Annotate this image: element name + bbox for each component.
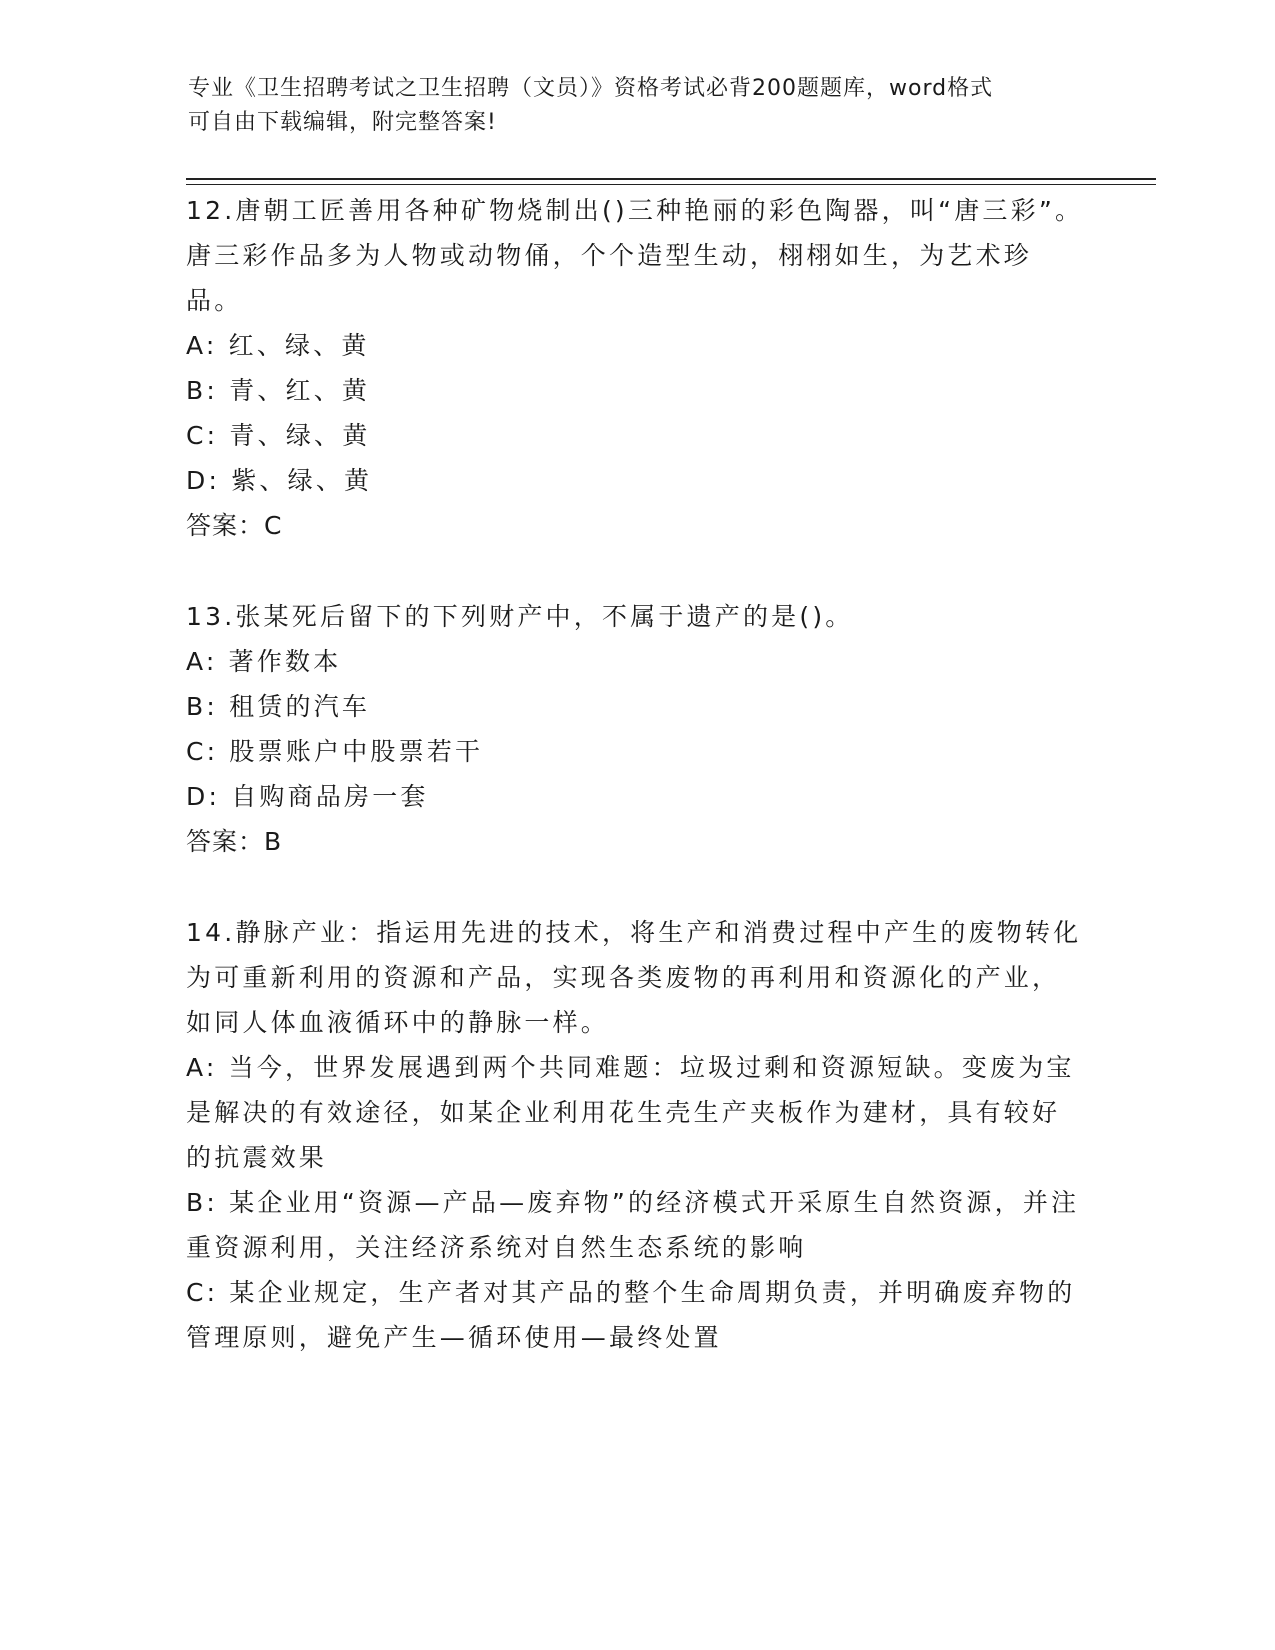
question-gap <box>186 548 1086 594</box>
header-rule-thick <box>186 178 1156 180</box>
question-12 <box>186 188 1086 548</box>
option-a: A: 当今，世界发展遇到两个共同难题：垃圾过剩和资源短缺。变废为宝是解决的有效途径，如某企业利用花生壳生产夹板作为建材，具有较好的抗震效果 <box>186 1053 1075 1172</box>
option-a: A: 红、绿、黄 <box>186 331 370 360</box>
option-c: C: 青、绿、黄 <box>186 421 371 450</box>
question-stem: 13.张某死后留下的下列财产中，不属于遗产的是()。 <box>186 602 854 631</box>
page-header <box>188 72 1068 140</box>
option-c: C: 某企业规定，生产者对其产品的整个生命周期负责，并明确废弃物的管理原则，避免产生—循环使用—最终处置 <box>186 1278 1076 1352</box>
option-b: B: 租赁的汽车 <box>186 692 371 721</box>
question-14 <box>186 910 1086 1360</box>
header-rule-thin <box>186 184 1156 185</box>
header-line-2: 可自由下载编辑，附完整答案! <box>188 110 497 135</box>
question-13 <box>186 594 1086 864</box>
question-stem: 14.静脉产业：指运用先进的技术，将生产和消费过程中产生的废物转化为可重新利用的资源和产品，实现各类废物的再利用和资源化的产业，如同人体血液循环中的静脉一样。 <box>186 918 1082 1037</box>
question-gap <box>186 864 1086 910</box>
option-b: B: 青、红、黄 <box>186 376 371 405</box>
answer: 答案：C <box>186 511 283 540</box>
question-stem: 12.唐朝工匠善用各种矿物烧制出()三种艳丽的彩色陶器，叫“唐三彩”。唐三彩作品多为人物或动物俑，个个造型生动，栩栩如生，为艺术珍品。 <box>186 196 1084 315</box>
answer: 答案：B <box>186 827 283 856</box>
header-line-1: 专业《卫生招聘考试之卫生招聘（文员）》资格考试必背200题题库，word格式 <box>188 76 994 101</box>
option-a: A: 著作数本 <box>186 647 342 676</box>
option-d: D: 自购商品房一套 <box>186 782 429 811</box>
question-list <box>186 188 1086 1360</box>
option-d: D: 紫、绿、黄 <box>186 466 373 495</box>
option-b: B: 某企业用“资源—产品—废弃物”的经济模式开采原生自然资源，并注重资源利用，关注经济系统对自然生态系统的影响 <box>186 1188 1080 1262</box>
option-c: C: 股票账户中股票若干 <box>186 737 484 766</box>
